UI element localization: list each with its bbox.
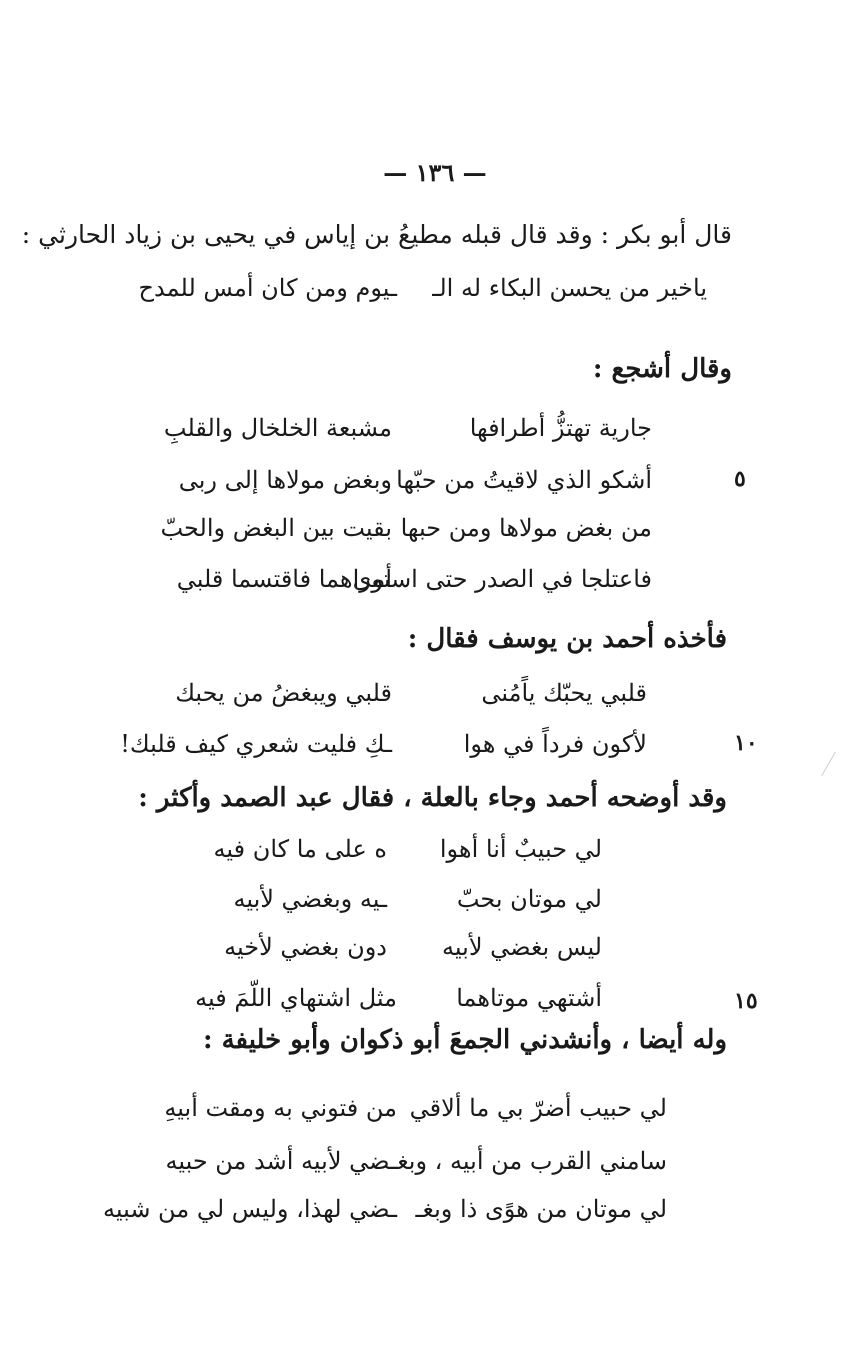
verse-hemistich-left: من فتوني به ومقت أبيهِ — [164, 1094, 397, 1122]
verse-hemistich-right: لي موتان بحبّ — [456, 885, 602, 913]
verse-hemistich-left: ه على ما كان فيه — [213, 835, 387, 863]
line-number: ١٥ — [734, 988, 758, 1014]
line-number: ١٠ — [734, 730, 758, 756]
section-heading-abdussamad: وقد أوضحه أحمد وجاء بالعلة ، فقال عبد الصمد وأكثر : — [138, 783, 727, 813]
verse-hemistich-left: قلبي ويبغضُ من يحبك — [175, 679, 392, 707]
verse-hemistich-left: أمراهما فاقتسما قلبي — [176, 565, 392, 593]
section-heading-jamaa: وله أيضا ، وأنشدني الجمعَ أبو ذكوان وأبو خليفة : — [202, 1025, 727, 1055]
verse-hemistich-left: مشبعة الخلخال والقلبِ — [163, 414, 392, 442]
line-number: ٥ — [734, 466, 746, 492]
verse-line — [0, 1091, 867, 1125]
verse-line — [0, 411, 867, 445]
verse-hemistich-left: ـكِ فليت شعري كيف قلبك! — [120, 730, 392, 758]
verse-hemistich-left: بقيت بين البغض والحبّ — [160, 514, 392, 542]
verse-line — [0, 562, 867, 596]
verse-line — [0, 832, 867, 866]
verse-hemistich-right: لأكون فرداً في هوا — [463, 730, 647, 758]
verse-hemistich-right: فاعتلجا في الصدر حتى استوى — [352, 565, 652, 593]
verse-hemistich-right: جارية تهتزُّ أطرافها — [469, 414, 652, 442]
page-number: — ١٣٦ — — [383, 158, 487, 187]
intro-verse — [0, 271, 867, 305]
verse-hemistich-left: ـضي لأبيه أشد من حبيه — [165, 1147, 397, 1175]
section-heading-ahmad: فأخذه أحمد بن يوسف فقال : — [407, 624, 727, 654]
verse-hemistich-left: ـضي لهذا، وليس لي من شبيه — [102, 1195, 397, 1223]
verse-line — [0, 930, 867, 964]
section-heading-ashja: وقال أشجع : — [592, 354, 732, 384]
verse-hemistich-right: من بغض مولاها ومن حبها — [400, 514, 652, 542]
verse-line — [0, 1144, 867, 1178]
verse-hemistich-left: ـيه وبغضي لأبيه — [233, 885, 387, 913]
verse-hemistich-left: دون بغضي لأخيه — [224, 933, 387, 961]
verse-hemistich-right: أشكو الذي لاقيتُ من حبّها — [396, 466, 652, 494]
verse-line — [0, 676, 867, 710]
verse-hemistich-left: وبغض مولاها إلى ربى — [178, 466, 392, 494]
verse-hemistich-right: ياخير من يحسن البكاء له الـ — [432, 274, 707, 302]
verse-hemistich-left: ـيوم ومن كان أمس للمدح — [138, 274, 397, 302]
verse-hemistich-right: لي موتان من هوًى ذا وبغـ — [415, 1195, 667, 1223]
verse-line — [0, 511, 867, 545]
verse-hemistich-right: قلبي يحبّك ياًمُنى — [481, 679, 647, 707]
verse-hemistich-right: ليس بغضي لأبيه — [442, 933, 602, 961]
verse-line — [0, 882, 867, 916]
verse-hemistich-left: مثل اشتهاي اللّمَ فيه — [195, 984, 397, 1012]
verse-hemistich-right: سامني القرب من أبيه ، وبغـ — [390, 1147, 667, 1175]
verse-line — [0, 1192, 867, 1226]
intro-line: قال أبو بكر : وقد قال قبله مطيعُ بن إياس في يحيى بن زياد الحارثي : — [21, 220, 732, 249]
verse-hemistich-right: لي حبيبٌ أنا أهوا — [439, 835, 602, 863]
verse-hemistich-right: لي حبيب أضرّ بي ما ألاقي — [409, 1094, 667, 1122]
verse-hemistich-right: أشتهي موتاهما — [456, 984, 602, 1012]
